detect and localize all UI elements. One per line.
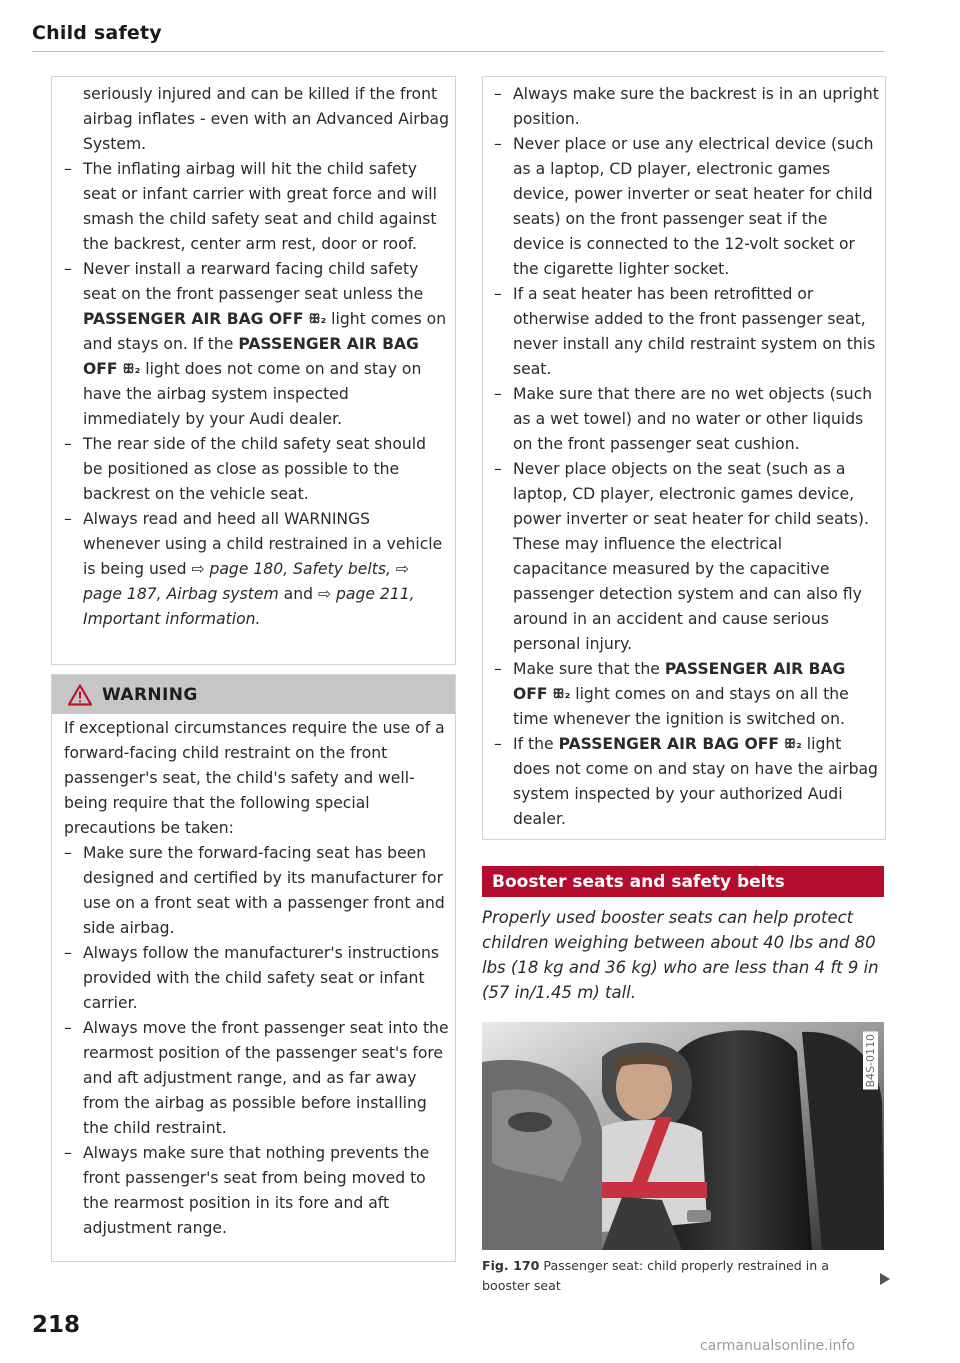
- continued-paragraph: seriously injured and can be killed if the front airbag inflates - even with an Advanced Airbag System.: [83, 85, 450, 153]
- page-reference-link[interactable]: ⇨ page 187, Airbag system: [83, 560, 409, 603]
- airbag-off-icon: ꕥ₂: [308, 312, 327, 327]
- figure-caption-text: Passenger seat: child properly restrained in a booster seat: [482, 1258, 830, 1293]
- airbag-off-icon: ꕥ₂: [122, 362, 141, 377]
- continue-arrow-icon: [880, 1273, 890, 1285]
- page-number: 218: [32, 1312, 81, 1338]
- list-item: – Always make sure the backrest is in an upright position.: [494, 82, 879, 132]
- list-item: – Always follow the manufacturer's instructions provided with the child safety seat or infant carrier.: [64, 941, 449, 1016]
- section-title: Child safety: [32, 22, 162, 44]
- warning-intro: If exceptional circumstances require the use of a forward-facing child restraint on the front passenger's seat, the child's safety and well-being require that the following special precautions be taken:: [64, 719, 445, 837]
- list-item: – The rear side of the child safety seat should be positioned as close as possible to the backrest on the vehicle seat.: [64, 432, 449, 507]
- list-item: – Make sure that there are no wet objects (such as a wet towel) and no water or other liquids on the front passenger seat cushion.: [494, 382, 879, 457]
- airbag-off-label: PASSENGER AIR BAG OFF: [83, 310, 304, 328]
- list-item: – The inflating airbag will hit the child safety seat or infant carrier with great force and will smash the child safety seat and child against the backrest, center arm rest, door or roof.: [64, 157, 449, 257]
- list-item: – Always make sure that nothing prevents the front passenger's seat from being moved to the rearmost position in its fore and aft adjustment range.: [64, 1141, 449, 1241]
- list-item: – Make sure the forward-facing seat has been designed and certified by its manufacturer for use on a front seat with a passenger front and side airbag.: [64, 841, 449, 941]
- caution-text-right: [494, 82, 879, 832]
- list-item-warnings: – Always read and heed all WARNINGS whenever using a child restrained in a vehicle is being used ⇨ page 180, Safety belts, ⇨ page 187, Airbag system and ⇨ page 211, Important information.: [64, 507, 449, 632]
- list-item: – Never place objects on the seat (such as a laptop, CD player, electronic games device, power inverter or seat heater for child seats). These may influence the electrical capacitance measured by the capacitive passenger detection system and can also fly around in an accident and cause serious personal injury.: [494, 457, 879, 657]
- airbag-off-icon: ꕥ₂: [552, 687, 571, 702]
- list-item: – Always move the front passenger seat into the rearmost position of the passenger seat's fore and aft adjustment range, and as far away from the airbag as possible before installing the child restraint.: [64, 1016, 449, 1141]
- section-heading-booster: Booster seats and safety belts: [482, 866, 884, 897]
- airbag-off-label: PASSENGER AIR BAG OFF: [513, 660, 846, 703]
- warning-header: [52, 675, 455, 714]
- page-reference-link[interactable]: ⇨ page 180, Safety belts,: [191, 560, 391, 578]
- header-divider: [32, 51, 884, 52]
- list-item-rearward-seat: – Never install a rearward facing child safety seat on the front passenger seat unless the PASSENGER AIR BAG OFF ꕥ₂ light comes on and stays on. If the PASSENGER AIR BAG OFF ꕥ₂ light does not come on and stay on have the airbag system inspected immediately by your Audi dealer.: [64, 257, 449, 432]
- watermark: carmanualsonline.info: [700, 1338, 855, 1354]
- figure-number: Fig. 170: [482, 1258, 540, 1273]
- booster-intro: Properly used booster seats can help protect children weighing between about 40 lbs and 80 lbs (18 kg and 36 kg) who are less than 4 ft 9 in (57 in/1.45 m) tall.: [482, 908, 879, 1002]
- figure-booster-seat-photo: [482, 1022, 884, 1250]
- airbag-off-label: PASSENGER AIR BAG OFF: [83, 335, 419, 378]
- list-item: – If a seat heater has been retrofitted or otherwise added to the front passenger seat, never install any child restraint system on this seat.: [494, 282, 879, 382]
- figure-caption: [482, 1256, 862, 1296]
- airbag-off-icon: ꕥ₂: [784, 737, 802, 752]
- caution-text-left: [64, 82, 449, 632]
- list-item-airbag-inspect: – If the PASSENGER AIR BAG OFF ꕥ₂ light does not come on and stay on have the airbag system inspected by your authorized Audi dealer.: [494, 732, 879, 832]
- booster-seat-illustration: [482, 1022, 884, 1250]
- warning-triangle-icon: [68, 684, 92, 706]
- warning-text: [64, 716, 449, 1241]
- warning-title: WARNING: [102, 684, 198, 705]
- list-item-airbag-light: – Make sure that the PASSENGER AIR BAG OFF ꕥ₂ light comes on and stays on all the time whenever the ignition is switched on.: [494, 657, 879, 732]
- page-reference-link[interactable]: ⇨ page 211, Important information.: [83, 585, 415, 628]
- figure-code: B4S-0110: [864, 1034, 877, 1088]
- list-item: – Never place or use any electrical device (such as a laptop, CD player, electronic games device, power inverter or seat heater for child seats) on the front passenger seat if the device is connected to the 12-volt socket or the cigarette lighter socket.: [494, 132, 879, 282]
- airbag-off-label: PASSENGER AIR BAG OFF: [558, 735, 780, 753]
